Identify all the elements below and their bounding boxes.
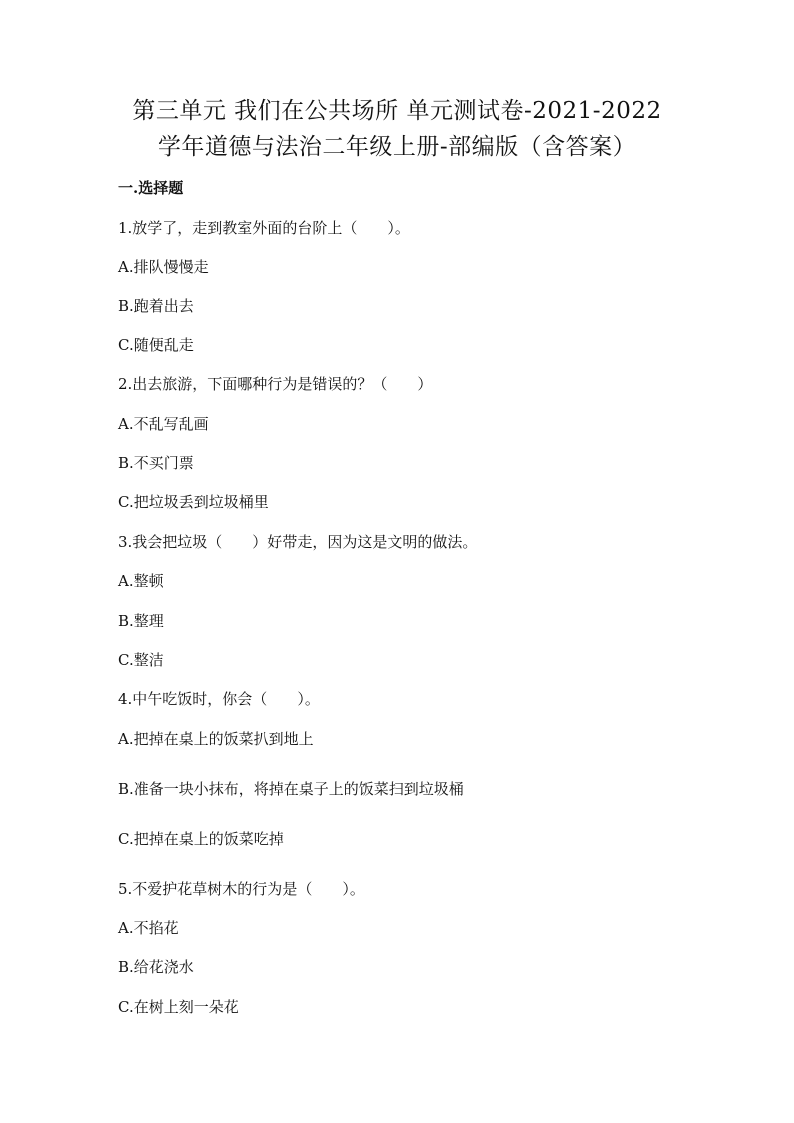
question-3-option-b: B.整理 [118, 612, 164, 630]
question-1-stem: 1.放学了，走到教室外面的台阶上（ ）。 [118, 219, 410, 237]
question-4-option-c: C.把掉在桌上的饭菜吃掉 [118, 830, 284, 848]
question-2-option-b: B.不买门票 [118, 454, 194, 472]
question-4-option-b: B.准备一块小抹布，将掉在桌子上的饭菜扫到垃圾桶 [118, 780, 464, 798]
document-title-line-1: 第三单元 我们在公共场所 单元测试卷-2021-2022 [132, 98, 662, 124]
question-1-option-b: B.跑着出去 [118, 297, 194, 315]
question-3-stem: 3.我会把垃圾（ ）好带走，因为这是文明的做法。 [118, 533, 478, 551]
document-title-line-2: 学年道德与法治二年级上册-部编版（含答案） [157, 134, 637, 160]
question-5-option-c: C.在树上刻一朵花 [118, 998, 239, 1016]
question-4-stem: 4.中午吃饭时，你会（ ）。 [118, 690, 320, 708]
question-5-option-a: A.不掐花 [118, 919, 179, 937]
question-4-option-a: A.把掉在桌上的饭菜扒到地上 [118, 730, 314, 748]
question-3-option-a: A.整顿 [118, 572, 164, 590]
question-2-option-c: C.把垃圾丢到垃圾桶里 [118, 493, 269, 511]
section-heading: 一.选择题 [118, 179, 184, 197]
question-1-option-c: C.随便乱走 [118, 336, 194, 354]
question-1-option-a: A.排队慢慢走 [118, 258, 209, 276]
question-2-option-a: A.不乱写乱画 [118, 415, 209, 433]
question-5-stem: 5.不爱护花草树木的行为是（ ）。 [118, 880, 365, 898]
question-5-option-b: B.给花浇水 [118, 958, 194, 976]
question-3-option-c: C.整洁 [118, 651, 164, 669]
question-2-stem: 2.出去旅游，下面哪种行为是错误的？（ ） [118, 375, 433, 393]
